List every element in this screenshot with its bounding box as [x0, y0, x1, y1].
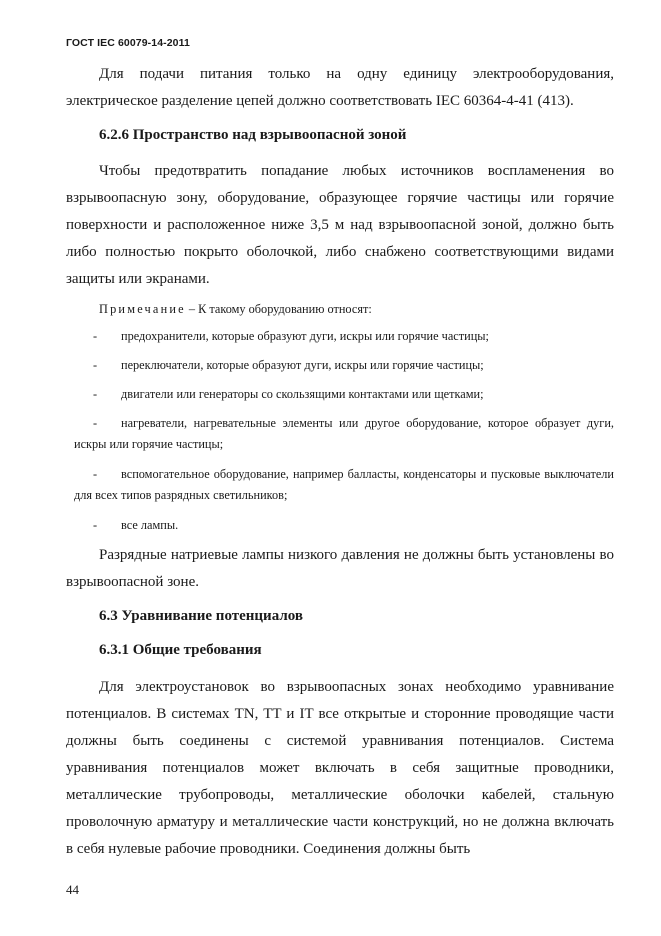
list-item [66, 355, 614, 376]
note-text: – К такому оборудованию относят: [185, 302, 372, 316]
list-dash: - [93, 518, 98, 532]
list-item [66, 326, 614, 347]
document-header: ГОСТ IEC 60079-14-2011 [66, 37, 190, 49]
list-item-text: все лампы. [121, 518, 179, 532]
list-item-text: нагреватели, нагревательные элементы или другое оборудование, которое образует дуги, искры или горячие частицы; [74, 416, 614, 451]
list-item [66, 464, 614, 506]
note-line [66, 300, 614, 318]
paragraph-power-supply: Для подачи питания только на одну единицу электрооборудования, электрическое разделение цепей должно соответствовать IEC 60364-4-41 (413). [66, 66, 614, 109]
list-item-text: вспомогательное оборудование, например балласты, конденсаторы и пусковые выключатели для всех типов разрядных светильников; [74, 467, 614, 502]
list-dash: - [93, 416, 98, 430]
page-number: 44 [66, 882, 79, 897]
list-dash: - [93, 329, 98, 343]
paragraph-general-requirements: Для электроустановок во взрывоопасных зонах необходимо уравнивание потенциалов. В системах TN, TT и IT все открытые и сторонние проводящие части должны быть соединены с системой уравнивания потенциалов. Система уравнивания потенциалов может включать в себя защитные проводники, металлические трубопроводы, металлические оболочки кабелей, стальную проволочную арматуру и металлические части конструкций, но не должна включать в себя нулевые рабочие проводники. Соединения должны быть [66, 679, 614, 857]
page-content [66, 58, 614, 863]
section-heading-6-3: 6.3 Уравнивание потенциалов [99, 608, 303, 624]
section-heading-6-2-6: 6.2.6 Пространство над взрывоопасной зоной [99, 127, 407, 143]
list-dash: - [93, 467, 98, 481]
list-dash: - [93, 387, 98, 401]
list-item-text: переключатели, которые образуют дуги, искры или горячие частицы; [121, 358, 484, 372]
section-heading-6-3-1: 6.3.1 Общие требования [99, 642, 262, 658]
list-item [66, 413, 614, 455]
list-dash: - [93, 358, 98, 372]
list-item [66, 515, 614, 536]
list-item [66, 384, 614, 405]
paragraph-sodium-lamps: Разрядные натриевые лампы низкого давления не должны быть установлены во взрывоопасной зоне. [66, 547, 614, 590]
paragraph-space-above-zone: Чтобы предотвратить попадание любых источников воспламенения во взрывоопасную зону, оборудование, образующее горячие частицы или горячие поверхности и расположенное ниже 3,5 м над взрывоопасной зоной, должно быть либо полностью покрыто оболочкой, либо снабжено соответствующими видами защиты или экранами. [66, 163, 614, 287]
list-item-text: предохранители, которые образуют дуги, искры или горячие частицы; [121, 329, 489, 343]
list-item-text: двигатели или генераторы со скользящими контактами или щетками; [121, 387, 484, 401]
note-label: Примечание [99, 302, 186, 316]
